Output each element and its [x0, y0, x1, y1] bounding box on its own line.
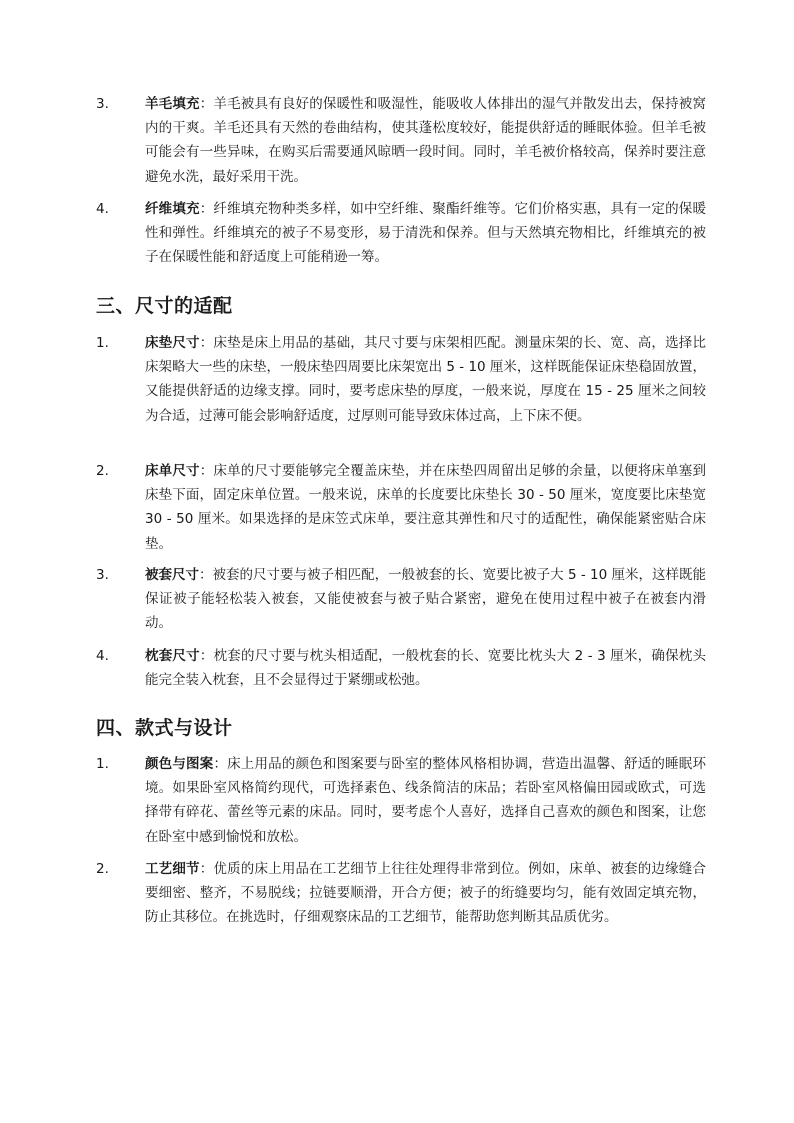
list-item-title: 颜色与图案 [145, 756, 214, 772]
list-item [96, 752, 706, 849]
list-item-body [145, 331, 706, 428]
list-item-text: ：床垫是床上用品的基础，其尺寸要与床架相匹配。测量床架的长、宽、高，选择比床架略大一些的床垫，一般床垫四周要比床架宽出 5 - 10 厘米，这样既能保证床垫稳固放置，又能提供舒适的边缘支撑。同时，要考虑床垫的厚度，一般来说，厚度在 15 - 25 厘米之间较为合适，过薄可能会影响舒适度，过厚则可能导致床体过高，上下床不便。 [145, 335, 706, 424]
list-item [96, 331, 706, 428]
section-heading: 四、款式与设计 [96, 717, 233, 739]
list-item-title: 枕套尺寸 [145, 648, 200, 664]
list-number: 3. [96, 96, 109, 112]
list-number: 2. [96, 861, 109, 877]
list-item-title: 床垫尺寸 [145, 335, 200, 351]
list-number: 3. [96, 567, 109, 583]
list-item-text: ：被套的尺寸要与被子相匹配，一般被套的长、宽要比被子大 5 - 10 厘米，这样既能保证被子能轻松装入被套，又能使被套与被子贴合紧密，避免在使用过程中被子在被套内滑动。 [145, 567, 707, 632]
list-item [96, 563, 706, 636]
list-number: 4. [96, 201, 109, 217]
list-item-title: 被套尺寸 [145, 567, 200, 583]
list-item [96, 459, 706, 556]
list-item-text: ：枕套的尺寸要与枕头相适配，一般枕套的长、宽要比枕头大 2 - 3 厘米，确保枕头能完全装入枕套，且不会显得过于紧绷或松弛。 [145, 648, 706, 689]
list-number: 1. [96, 335, 109, 351]
list-item-text: ：床上用品的颜色和图案要与卧室的整体风格相协调，营造出温馨、舒适的睡眠环境。如果卧室风格简约现代，可选择素色、线条简洁的床品；若卧室风格偏田园或欧式，可选择带有碎花、蕾丝等元素的床品。同时，要考虑个人喜好，选择自己喜欢的颜色和图案，让您在卧室中感到愉悦和放松。 [145, 756, 706, 845]
list-item-body [145, 197, 706, 270]
list-item-title: 羊毛填充 [145, 96, 200, 112]
list-item-body [145, 459, 706, 556]
list-item-body [145, 644, 706, 692]
section-heading: 三、尺寸的适配 [96, 295, 233, 317]
list-number: 2. [96, 463, 109, 479]
list-item-title: 纤维填充 [145, 201, 200, 217]
list-item [96, 857, 706, 930]
list-item-text: ：羊毛被具有良好的保暖性和吸湿性，能吸收人体排出的湿气并散发出去，保持被窝内的干爽。羊毛还具有天然的卷曲结构，使其蓬松度较好，能提供舒适的睡眠体验。但羊毛被可能会有一些异味，在购买后需要通风晾晒一段时间。同时，羊毛被价格较高，保养时要注意避免水洗，最好采用干洗。 [145, 96, 706, 185]
list-item-text: ：床单的尺寸要能够完全覆盖床垫，并在床垫四周留出足够的余量，以便将床单塞到床垫下面，固定床单位置。一般来说，床单的长度要比床垫长 30 - 50 厘米，宽度要比床垫宽 30 - 50 厘米。如果选择的是床笠式床单，要注意其弹性和尺寸的适配性，确保能紧密贴合床垫。 [145, 463, 706, 552]
list-number: 1. [96, 756, 109, 772]
list-item-body [145, 857, 706, 930]
list-item [96, 92, 706, 189]
list-item-text: ：优质的床上用品在工艺细节上往往处理得非常到位。例如，床单、被套的边缘缝合要细密、整齐，不易脱线；拉链要顺滑，开合方便；被子的绗缝要均匀，能有效固定填充物，防止其移位。在挑选时，仔细观察床品的工艺细节，能帮助您判断其品质优劣。 [145, 861, 706, 926]
list-item [96, 197, 706, 270]
list-item-text: ：纤维填充物种类多样，如中空纤维、聚酯纤维等。它们价格实惠，具有一定的保暖性和弹性。纤维填充的被子不易变形，易于清洗和保养。但与天然填充物相比，纤维填充的被子在保暖性能和舒适度上可能稍逊一筹。 [145, 201, 706, 266]
list-item-body [145, 752, 706, 849]
list-item-title: 工艺细节 [145, 861, 200, 877]
list-item-body [145, 563, 706, 636]
list-item [96, 644, 706, 692]
list-item-title: 床单尺寸 [145, 463, 200, 479]
list-number: 4. [96, 648, 109, 664]
list-item-body [145, 92, 706, 189]
